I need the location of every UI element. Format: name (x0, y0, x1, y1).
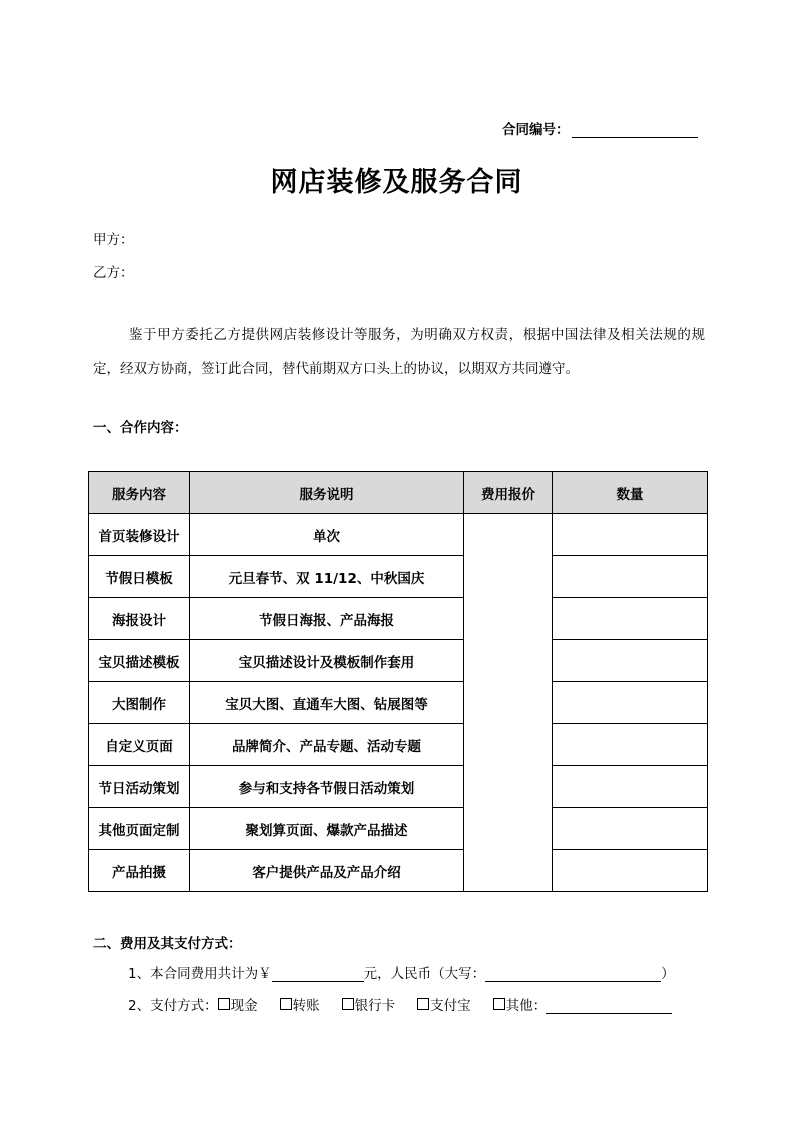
fee-capital-field[interactable] (485, 967, 661, 982)
other-method-field[interactable] (546, 999, 672, 1014)
option-other[interactable] (493, 994, 547, 1014)
service-item: 其他页面定制 (89, 808, 190, 850)
header-fee: 费用报价 (464, 472, 553, 514)
service-desc: 宝贝大图、直通车大图、钻展图等 (190, 682, 464, 724)
fee-total-suffix: ） (661, 966, 675, 982)
service-desc: 参与和支持各节假日活动策划 (190, 766, 464, 808)
service-desc: 品牌简介、产品专题、活动专题 (190, 724, 464, 766)
header-service-item: 服务内容 (89, 472, 190, 514)
quantity-cell[interactable] (553, 514, 708, 556)
quantity-cell[interactable] (553, 598, 708, 640)
quantity-cell[interactable] (553, 724, 708, 766)
table-row (89, 514, 708, 556)
quantity-cell[interactable] (553, 850, 708, 892)
checkbox-icon[interactable] (342, 998, 354, 1010)
service-desc: 元旦春节、双 11/12、中秋国庆 (190, 556, 464, 598)
table-header-row (89, 472, 708, 514)
checkbox-icon[interactable] (417, 998, 429, 1010)
table-row (89, 766, 708, 808)
service-item: 节假日模板 (89, 556, 190, 598)
preamble-paragraph: 鉴于甲方委托乙方提供网店装修设计等服务，为明确双方权责，根据中国法律及相关法规的规定，经双方协商，签订此合同，替代前期双方口头上的协议，以期双方共同遵守。 (93, 327, 705, 377)
contract-number (502, 118, 698, 138)
fee-total-mid: 元，人民币（大写： (363, 966, 486, 982)
service-item: 宝贝描述模板 (89, 640, 190, 682)
payment-method-line (128, 994, 672, 1014)
section-1-title: 一、合作内容： (93, 420, 188, 436)
service-desc: 宝贝描述设计及模板制作套用 (190, 640, 464, 682)
option-cash[interactable] (218, 994, 258, 1014)
option-bank-card[interactable] (342, 994, 396, 1014)
service-desc: 聚划算页面、爆款产品描述 (190, 808, 464, 850)
fee-amount-field[interactable] (272, 967, 364, 982)
fee-total-prefix: 1、本合同费用共计为￥ (128, 966, 272, 982)
document-title: 网店装修及服务合同 (270, 167, 523, 198)
table-row (89, 682, 708, 724)
header-service-desc: 服务说明 (190, 472, 464, 514)
option-label: 支付宝 (430, 998, 471, 1014)
quantity-cell[interactable] (553, 682, 708, 724)
option-label: 转账 (292, 998, 320, 1014)
table-row (89, 724, 708, 766)
checkbox-icon[interactable] (280, 998, 292, 1010)
option-transfer[interactable] (280, 994, 320, 1014)
header-quantity: 数量 (553, 472, 708, 514)
contract-number-label: 合同编号： (502, 122, 570, 138)
fee-total-line (128, 962, 675, 982)
option-alipay[interactable] (417, 994, 471, 1014)
party-b-label: 乙方： (93, 265, 134, 281)
quantity-cell[interactable] (553, 808, 708, 850)
payment-method-label: 2、支付方式： (128, 998, 218, 1014)
service-item: 自定义页面 (89, 724, 190, 766)
fee-cell[interactable] (464, 514, 553, 892)
service-table (88, 471, 708, 892)
table-row (89, 640, 708, 682)
service-item: 产品拍摄 (89, 850, 190, 892)
service-desc: 单次 (190, 514, 464, 556)
table-row (89, 850, 708, 892)
service-item: 海报设计 (89, 598, 190, 640)
option-label: 其他： (505, 998, 547, 1014)
service-desc: 客户提供产品及产品介绍 (190, 850, 464, 892)
quantity-cell[interactable] (553, 766, 708, 808)
option-label: 银行卡 (354, 998, 396, 1014)
party-a-label: 甲方： (93, 232, 134, 248)
service-item: 节日活动策划 (89, 766, 190, 808)
section-2-title: 二、费用及其支付方式： (93, 936, 242, 952)
contract-number-field[interactable] (572, 123, 698, 138)
table-row (89, 808, 708, 850)
checkbox-icon[interactable] (493, 998, 505, 1010)
table-row (89, 556, 708, 598)
service-item: 大图制作 (89, 682, 190, 724)
option-label: 现金 (230, 998, 258, 1014)
checkbox-icon[interactable] (218, 998, 230, 1010)
quantity-cell[interactable] (553, 556, 708, 598)
quantity-cell[interactable] (553, 640, 708, 682)
service-desc: 节假日海报、产品海报 (190, 598, 464, 640)
table-row (89, 598, 708, 640)
service-item: 首页装修设计 (89, 514, 190, 556)
